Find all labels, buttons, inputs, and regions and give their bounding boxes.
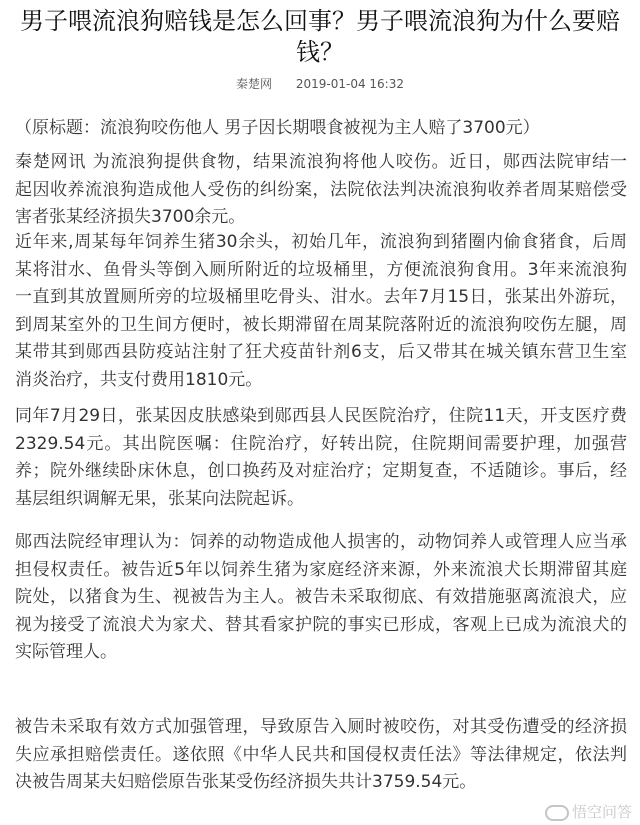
article-source[interactable]: 秦楚网: [236, 77, 273, 91]
article-datetime: 2019-01-04 16:32: [295, 77, 404, 91]
paragraph-line: 秦楚网讯 为流浪狗提供食物，结果流浪狗将他人咬伤。近日，郧西法院审结一: [15, 152, 627, 172]
article-title: [0, 6, 640, 68]
paragraph-line: 消炎治疗，共支付费用1810元。: [15, 369, 263, 390]
watermark: [545, 803, 632, 821]
paragraph-line: 近年来,周某每年饲养生猪30余头，初始几年，流浪狗到猪圈内偷食猪食，后周: [15, 232, 627, 252]
paragraph-line: 害者张某经济损失3700余元。: [15, 207, 246, 227]
article-meta: [0, 76, 640, 92]
paragraph-line: 某将泔水、鱼骨头等倒入厕所附近的垃圾桶里，方便流浪狗食用。3年来流浪狗: [15, 259, 627, 280]
watermark-text: 悟空问答: [571, 803, 632, 821]
wukong-logo-icon: [545, 805, 569, 821]
paragraph-line: 被告未采取有效方式加强管理，导致原告入厕时被咬伤，对其受伤遭受的经济损: [15, 717, 627, 737]
paragraph-line: （原标题：流浪狗咬伤他人 男子因长期喂食被视为主人赔了3700元）: [15, 118, 540, 138]
paragraph-line: 一直到其放置厕所旁的垃圾桶里吃骨头、泔水。去年7月15日，张某出外游玩，: [15, 287, 627, 307]
title-line: 钱？: [296, 38, 344, 66]
paragraph-line: 某带其到郧西县防疫站注射了狂犬疫苗针剂6支，后又带其在城关镇东营卫生室: [15, 342, 627, 362]
paragraph-line: 郧西法院经审理认为：饲养的动物造成他人损害的，动物饲养人或管理人应当承: [15, 532, 627, 552]
paragraph-line: 决被告周某夫妇赔偿原告张某受伤经济损失共计3759.54元。: [15, 772, 477, 792]
title-line: 男子喂流浪狗赔钱是怎么回事？男子喂流浪狗为什么要赔: [20, 7, 620, 35]
paragraph-line: 养；院外继续卧床休息，创口换药及对症治疗；定期复查，不适随诊。事后，经: [15, 461, 627, 481]
paragraph-line: 视为接受了流浪犬为家犬、替其看家护院的事实已形成，客观上已成为流浪犬的: [15, 614, 627, 635]
paragraph-line: 基层组织调解无果，张某向法院起诉。: [15, 488, 304, 509]
paragraph-line: 2329.54元。其出院医嘱：住院治疗，好转出院，住院期间需要护理，加强营: [15, 433, 627, 454]
paragraph-line: 起因收养流浪狗造成他人受伤的纠纷案，法院依法判决流浪狗收养者周某赔偿受: [15, 179, 627, 200]
paragraph-line: 担侵权责任。被告近5年以饲养生猪为家庭经济来源，外来流浪犬长期滞留其庭: [15, 559, 627, 580]
paragraph-line: 到周某室外的卫生间方便时，被长期滞留在周某院落附近的流浪狗咬伤左腿，周: [15, 314, 627, 335]
paragraph-line: 院处，以猪食为生、视被告为主人。被告未采取彻底、有效措施驱离流浪犬，应: [15, 587, 627, 607]
paragraph-line: 失应承担赔偿责任。遂依照《中华人民共和国侵权责任法》等法律规定，依法判: [15, 744, 627, 765]
paragraph-line: 同年7月29日，张某因皮肤感染到郧西县人民医院治疗，住院11天，开支医疗费: [15, 406, 627, 426]
paragraph-line: 实际管理人。: [15, 642, 117, 662]
